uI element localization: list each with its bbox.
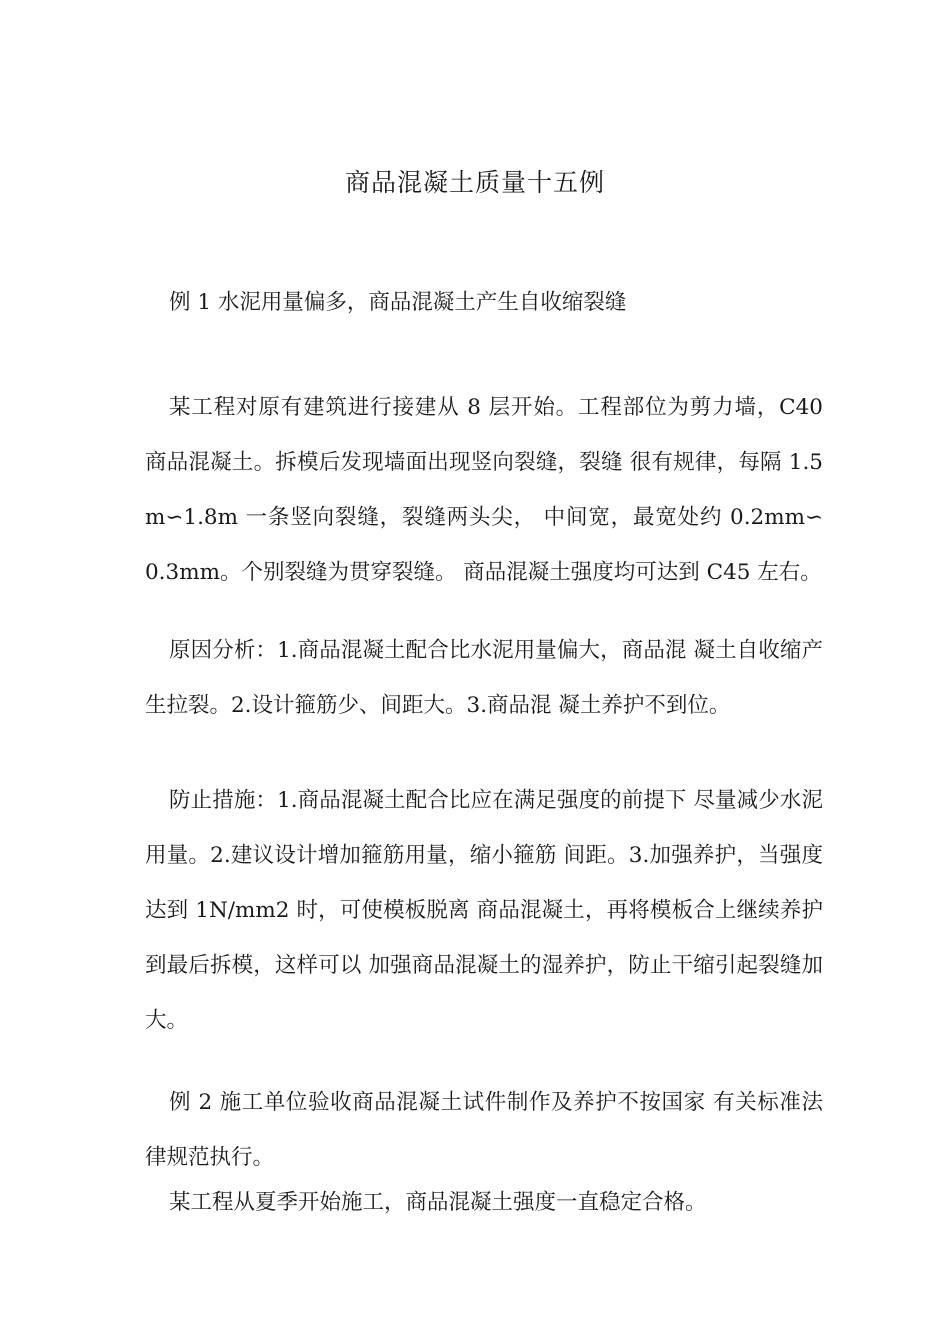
example-1-heading: 例 1 水泥用量偏多，商品混凝土产生自收缩裂缝 [169,290,627,315]
document-title: 商品混凝土质量十五例 [344,168,605,197]
example-1-prevention-measures: 防止措施：1.商品混凝土配合比应在满足强度的前提下 尽量减少水泥用量。2.建议设计增加箍筋用量，缩小箍筋 间距。3.加强养护，当强度达到 1N/mm2 时，可使模板脱离 商品混凝土，再将模板合上继续养护到最后拆模，这样可以 加强商品混凝土的湿养护，防止干缩引起裂缝加大。 [145,788,823,1033]
example-2-heading: 例 2 施工单位验收商品混凝土试件制作及养护不按国家 有关标准法律规范执行。 [145,1090,823,1170]
example-2-description: 某工程从夏季开始施工，商品混凝土强度一直稳定合格。 [169,1190,707,1215]
example-1-description: 某工程对原有建筑进行接建从 8 层开始。工程部位为剪力墙，C40 商品混凝土。拆模后发现墙面出现竖向裂缝，裂缝 很有规律，每隔 1.5m∽1.8m 一条竖向裂缝，裂缝两头尖， 中间宽，最宽处约 0.2mm∽0.3mm。个别裂缝为贯穿裂缝。 商品混凝土强度均可达到 C45 左右。 [145,395,823,585]
example-1-cause-analysis: 原因分析：1.商品混凝土配合比水泥用量偏大，商品混 凝土自收缩产生拉裂。2.设计箍筋少、间距大。3.商品混 凝土养护不到位。 [145,638,823,718]
